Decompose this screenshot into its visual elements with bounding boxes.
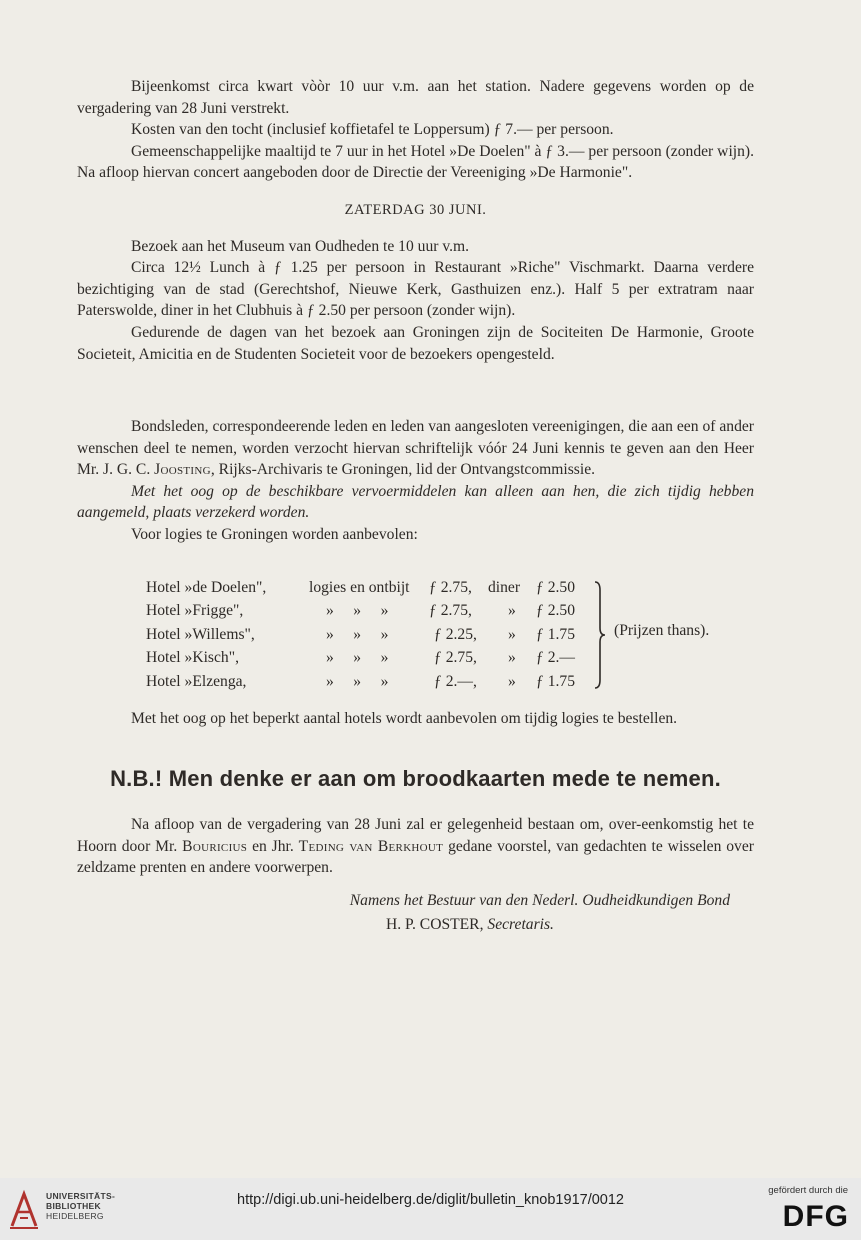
name-bouricius: Bouricius (182, 837, 248, 855)
prints-text-mid: en Jhr. (252, 837, 294, 855)
dfg-logo: DFG (782, 1200, 849, 1233)
paragraph-lunch: Circa 12½ Lunch à ƒ 1.25 per persoon in Restaurant »Riche" Vischmarkt. Daarna verdere bezichtiging van de stad (Gerechtshof, Nieuwe Kerk, Gasthuizen enz.). Half 5 per extratram naar Paterswolde, diner in het Clubhuis à ƒ 2.50 per persoon (zonder wijn). (77, 259, 754, 320)
hotel-logies: » » » (326, 672, 389, 690)
paragraph-prints (77, 814, 754, 879)
hotel-diner-price: ƒ 1.75 (536, 672, 575, 690)
hotel-logies: logies en ontbijt (309, 579, 410, 596)
secretary-name: H. P. COSTER, (386, 916, 484, 934)
hotel-diner-label: » (508, 649, 516, 667)
section-heading: ZATERDAG 30 JUNI. (344, 201, 487, 218)
name-joosting: Joosting (154, 461, 211, 479)
nota-bene: N.B.! Men denke er aan om broodkaarten mede te nemen. (110, 766, 721, 791)
university-line-2: BIBLIOTHEK (46, 1201, 101, 1211)
hotel-name: Hotel »Frigge", (146, 602, 244, 620)
hotel-price: ƒ 2.75, (429, 602, 472, 620)
hotel-price: ƒ 2.—, (434, 672, 477, 690)
hotel-diner-price: ƒ 1.75 (536, 625, 575, 643)
text-block-booking (77, 708, 754, 730)
paragraph-registration (77, 416, 754, 481)
brace-icon (594, 580, 606, 690)
paragraph-societies: Gedurende de dagen van het bezoek aan Groningen zijn de Sociteiten De Harmonie, Groote Societeit, Amicitia en de Studenten Societeit voor de bezoekers opengesteld. (77, 323, 754, 363)
hotel-price: ƒ 2.25, (434, 625, 477, 643)
hotel-diner-label: » (508, 625, 516, 643)
university-line-3: HEIDELBERG (46, 1211, 104, 1221)
hotel-price: ƒ 2.75, (429, 579, 472, 596)
text-block-members (77, 416, 754, 546)
hotel-diner-label: diner (488, 579, 521, 596)
source-url-link[interactable]: http://digi.ub.uni-heidelberg.de/diglit/bulletin_knob1917/0012 (237, 1192, 624, 1208)
name-teding-van-berkhout: Teding van Berkhout (298, 837, 444, 855)
prints-text-end: gedane voorstel, van gedachten te wisselen over zeldzame prenten en andere voorwerpen. (77, 837, 754, 877)
secretary-title: Secretaris. (487, 916, 554, 934)
hotel-name: Hotel »Elzenga, (146, 672, 247, 690)
hotel-diner-price: ƒ 2.50 (536, 579, 575, 596)
paragraph-meeting: Bijeenkomst circa kwart vòòr 10 uur v.m. aan het station. Nadere gegevens worden op de vergadering van 28 Juni verstrekt. (77, 78, 754, 117)
footer-bar (0, 1178, 861, 1240)
paragraph-museum: Bezoek aan het Museum van Oudheden te 10 uur v.m. (131, 237, 470, 255)
hotel-name: Hotel »Kisch", (146, 649, 239, 667)
hotel-price: ƒ 2.75, (434, 649, 477, 667)
funding-label: gefördert durch die (768, 1185, 848, 1196)
hotel-diner-label: » (508, 602, 516, 620)
registration-text-end: , Rijks-Archivaris te Groningen, lid der Ontvangstcommissie. (210, 461, 596, 479)
registration-text: Bondsleden, correspondeerende leden en leden van aangesloten vereenigingen, die aan een of ander wenschen deel te nemen, worden verzocht hiervan schriftelijk vóór 24 Juni kennis te geven aan den Heer Mr. J. G. C. (77, 418, 754, 479)
hotel-diner-price: ƒ 2.— (536, 649, 575, 667)
text-block-top (77, 76, 754, 365)
prices-note: (Prijzen thans). (614, 622, 710, 639)
signature-line: Namens het Bestuur van den Nederl. Oudheidkundigen Bond (349, 891, 730, 909)
hotel-diner-price: ƒ 2.50 (536, 602, 575, 620)
hotel-logies: » » » (326, 649, 389, 667)
text-block-closing (77, 814, 754, 936)
hotel-logies: » » » (326, 625, 389, 643)
paragraph-costs: Kosten van den tocht (inclusief koffietafel te Loppersum) ƒ 7.— per persoon. (131, 121, 614, 139)
hotel-logies: » » » (326, 602, 389, 620)
signature-name (77, 914, 754, 936)
prints-text: Na afloop van de vergadering van 28 Juni zal er gelegenheid bestaan om, over-eenkomstig het te Hoorn door Mr. (77, 816, 754, 855)
university-line-1: UNIVERSITÄTS- (46, 1191, 116, 1201)
hotel-name: Hotel »Willems", (146, 625, 255, 643)
hotel-diner-label: » (508, 672, 516, 690)
paragraph-lodging-intro: Voor logies te Groningen worden aanbevolen: (131, 525, 418, 543)
hotel-name: Hotel »de Doelen", (146, 579, 267, 596)
paragraph-booking: Met het oog op het beperkt aantal hotels wordt aanbevolen om tijdig logies te bestellen. (131, 710, 678, 727)
paragraph-dinner: Gemeenschappelijke maaltijd te 7 uur in het Hotel »De Doelen" à ƒ 3.— per persoon (zonder wijn). Na afloop hiervan concert aangeboden door de Directie der Vereeniging »De Harmonie". (77, 142, 754, 182)
paragraph-transport: Met het oog op de beschikbare vervoermiddelen kan alleen aan hen, die zich tijdig hebben aangemeld, plaats verzekerd worden. (77, 482, 754, 522)
